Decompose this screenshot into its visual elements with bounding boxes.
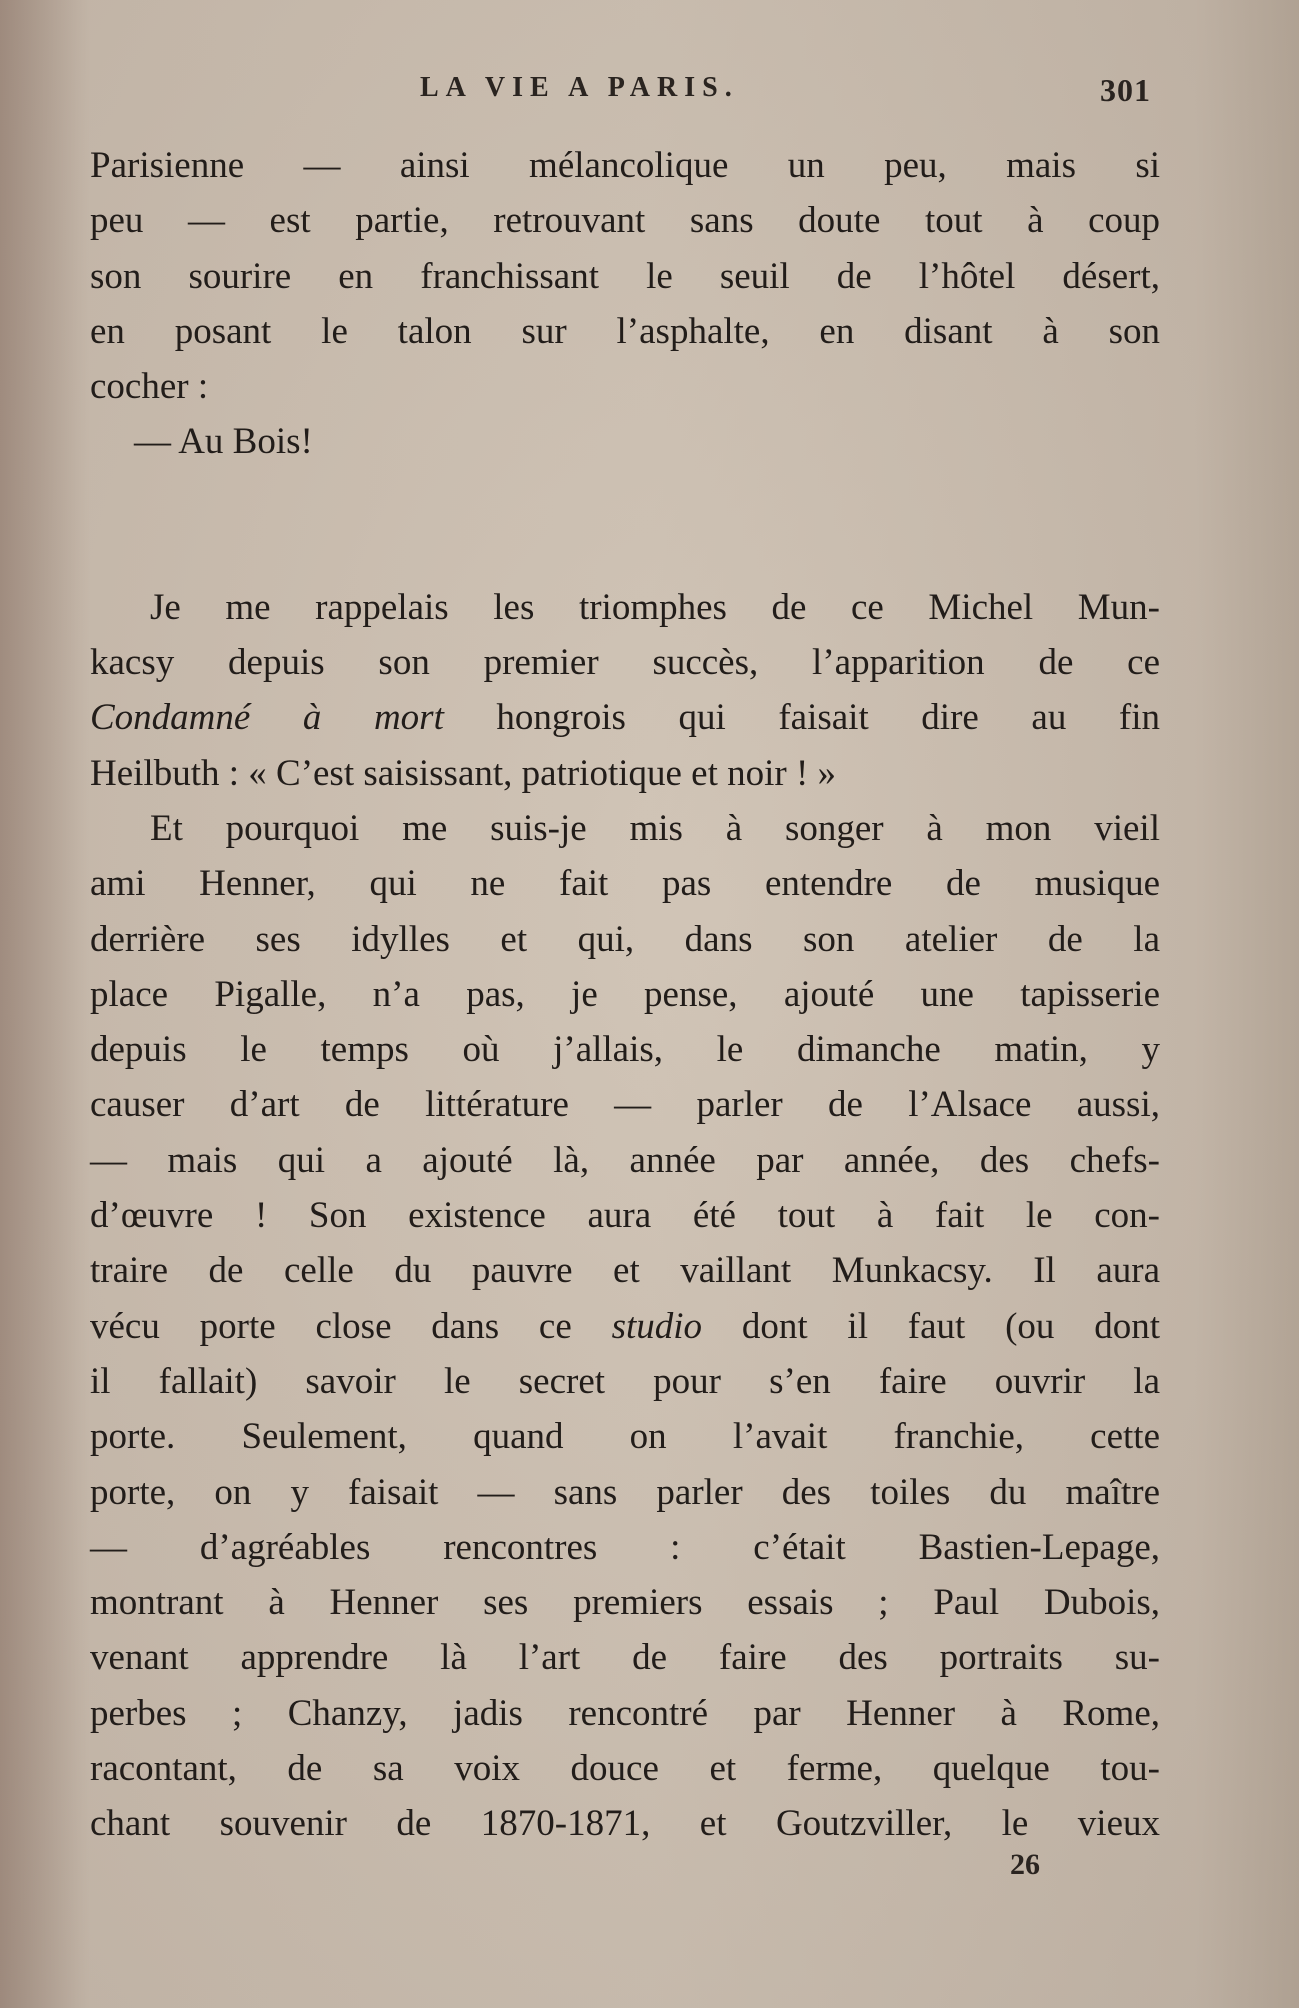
signature-mark: 26 (1010, 1848, 1040, 1881)
text-fragment: hongrois qui faisait dire au fin (443, 697, 1160, 739)
text-line: porte, on y faisait — sans parler des toiles du maître (90, 1471, 1160, 1513)
italic-word: studio (611, 1305, 703, 1347)
text-line (90, 1299, 1160, 1354)
body-text (90, 138, 1160, 1852)
text-line: venant apprendre là l’art de faire des portraits su- (90, 1637, 1160, 1679)
page-number: 301 (1100, 72, 1151, 108)
text-line: Je me rappelais les triomphes de ce Michel Mun- (150, 586, 1160, 628)
text-line: Et pourquoi me suis-je mis à songer à mon vieil (150, 807, 1160, 849)
text-line: place Pigalle, n’a pas, je pense, ajouté une tapisserie (90, 973, 1160, 1015)
text-line: porte. Seulement, quand on l’avait franchie, cette (90, 1416, 1160, 1458)
dialogue-line: — Au Bois! (134, 421, 313, 463)
text-line: depuis le temps où j’allais, le dimanche matin, y (90, 1029, 1160, 1071)
text-line: ami Henner, qui ne fait pas entendre de musique (90, 863, 1160, 905)
text-fragment: dont il faut (ou dont (702, 1305, 1160, 1347)
text-line: son sourire en franchissant le seuil de l’hôtel désert, (90, 255, 1160, 297)
text-line (90, 690, 1160, 745)
running-head (0, 72, 1299, 112)
artwork-title: Condamné à mort (90, 697, 444, 739)
text-line: il fallait) savoir le secret pour s’en faire ouvrir la (90, 1360, 1160, 1402)
text-line: d’œuvre ! Son existence aura été tout à fait le con- (90, 1195, 1160, 1237)
text-line: — mais qui a ajouté là, année par année, des chefs- (90, 1139, 1160, 1181)
text-line: causer d’art de littérature — parler de l’Alsace aussi, (90, 1084, 1160, 1126)
text-line: en posant le talon sur l’asphalte, en disant à son (90, 310, 1160, 352)
text-fragment: vécu porte close dans ce (90, 1305, 612, 1347)
text-line: derrière ses idylles et qui, dans son atelier de la (90, 918, 1160, 960)
text-line: — d’agréables rencontres : c’était Bastien-Lepage, (90, 1526, 1160, 1568)
text-line: kacsy depuis son premier succès, l’apparition de ce (90, 642, 1160, 684)
text-line: Heilbuth : « C’est saisissant, patriotique et noir ! » (90, 752, 837, 794)
text-line: racontant, de sa voix douce et ferme, quelque tou- (90, 1748, 1160, 1790)
text-line: montrant à Henner ses premiers essais ; Paul Dubois, (90, 1582, 1160, 1624)
text-line: cocher : (90, 366, 209, 408)
text-line: perbes ; Chanzy, jadis rencontré par Henner à Rome, (90, 1692, 1160, 1734)
text-line: Parisienne — ainsi mélancolique un peu, mais si (90, 145, 1160, 186)
text-line: traire de celle du pauvre et vaillant Munkacsy. Il aura (90, 1250, 1160, 1292)
section-gap (90, 470, 1160, 580)
text-line: peu — est partie, retrouvant sans doute tout à coup (90, 200, 1160, 242)
text-line: chant souvenir de 1870-1871, et Goutzviller, le vieux (90, 1803, 1160, 1845)
running-title: LA VIE A PARIS. (420, 72, 739, 103)
